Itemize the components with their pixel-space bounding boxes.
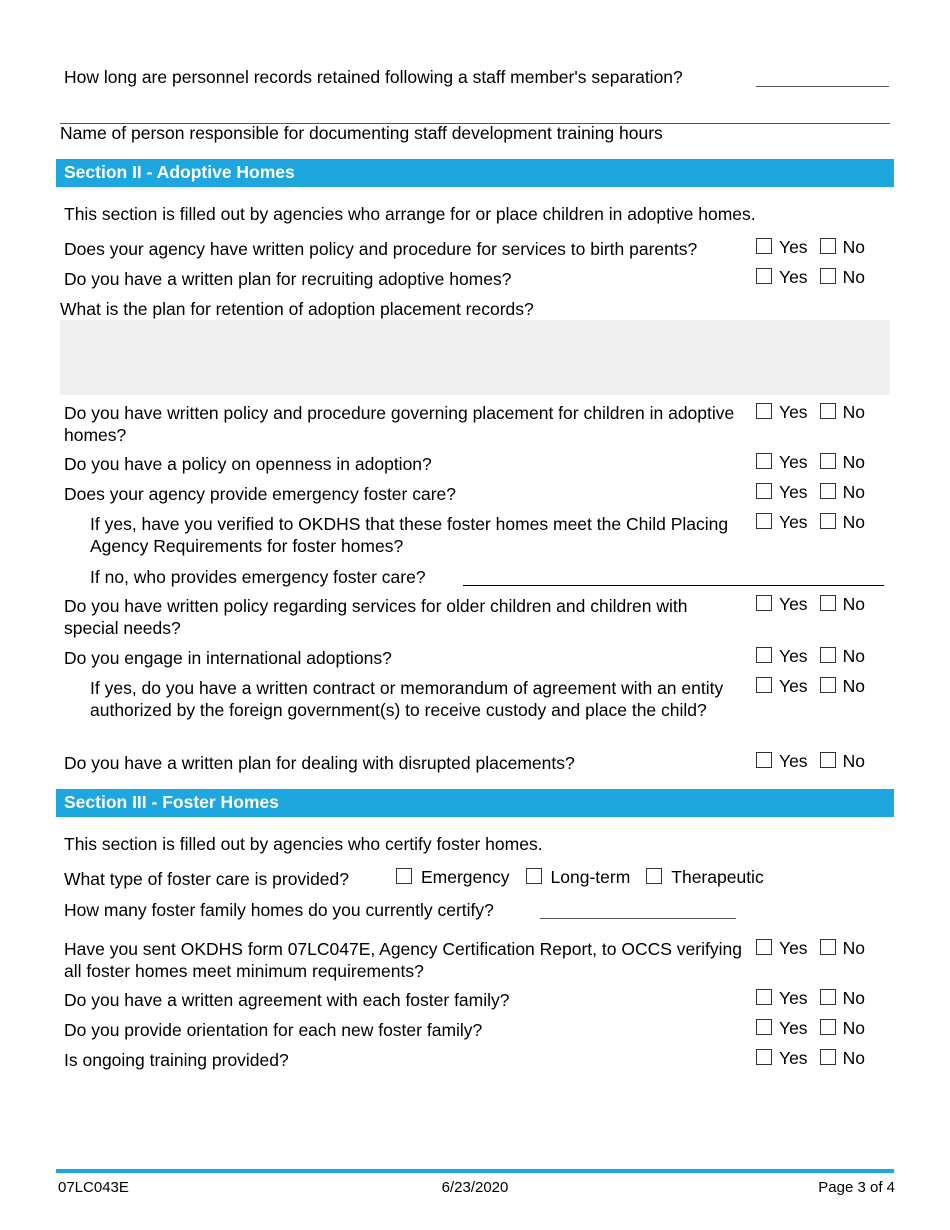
s2-q9-text: Do you have a written plan for dealing with disrupted placements? bbox=[64, 753, 575, 773]
s2-q6-no-checkbox[interactable] bbox=[820, 483, 836, 499]
responsible-person-label: Name of person responsible for documenting staff development training hours bbox=[60, 123, 663, 143]
no-label: No bbox=[842, 512, 865, 532]
footer-rule bbox=[56, 1169, 894, 1173]
s3-q4-yes-checkbox[interactable] bbox=[756, 1049, 772, 1065]
s2-q2-text: Do you have a written plan for recruiting adoptive homes? bbox=[64, 269, 512, 289]
s2-q7-text: Do you have written policy regarding services for older children and children with special needs? bbox=[64, 596, 688, 638]
section-2-intro: This section is filled out by agencies who arrange for or place children in adoptive homes. bbox=[64, 204, 756, 224]
yes-label: Yes bbox=[779, 402, 808, 422]
s2-q8-text: Do you engage in international adoptions? bbox=[64, 648, 392, 668]
section-2-title: Section II - Adoptive Homes bbox=[64, 162, 295, 182]
care-type-options bbox=[396, 866, 764, 888]
s2-q3-label: What is the plan for retention of adoption placement records? bbox=[60, 299, 534, 319]
yes-label: Yes bbox=[779, 1018, 808, 1038]
s2-q8-yesno bbox=[756, 646, 865, 666]
care-type-therapeutic-checkbox[interactable] bbox=[646, 868, 662, 884]
s2-q4-no-checkbox[interactable] bbox=[820, 403, 836, 419]
s2-q8a-no-checkbox[interactable] bbox=[820, 677, 836, 693]
s3-q3-no-checkbox[interactable] bbox=[820, 1019, 836, 1035]
retention-plan-textarea[interactable] bbox=[60, 320, 890, 395]
yes-label: Yes bbox=[779, 452, 808, 472]
homes-count-label: How many foster family homes do you currently certify? bbox=[64, 900, 494, 920]
care-type-label: What type of foster care is provided? bbox=[64, 869, 349, 889]
s2-q5-yes-checkbox[interactable] bbox=[756, 453, 772, 469]
s2-q6a-text: If yes, have you verified to OKDHS that these foster homes meet the Child Placing Agency Requirements for foster homes? bbox=[90, 514, 729, 556]
care-type-long-term-label: Long-term bbox=[550, 867, 631, 887]
s2-q9-yes-checkbox[interactable] bbox=[756, 752, 772, 768]
no-label: No bbox=[842, 988, 865, 1008]
yes-label: Yes bbox=[779, 1048, 808, 1068]
s3-q2-yes-checkbox[interactable] bbox=[756, 989, 772, 1005]
s2-q2-yesno bbox=[756, 267, 865, 287]
s3-q4-no-checkbox[interactable] bbox=[820, 1049, 836, 1065]
s2-q6a-no-checkbox[interactable] bbox=[820, 513, 836, 529]
no-label: No bbox=[842, 676, 865, 696]
s2-q4-yesno bbox=[756, 402, 865, 422]
section-2-header bbox=[56, 159, 894, 187]
s2-q9-no-checkbox[interactable] bbox=[820, 752, 836, 768]
s2-q7-no-checkbox[interactable] bbox=[820, 595, 836, 611]
no-label: No bbox=[842, 594, 865, 614]
s2-q9-yesno bbox=[756, 751, 865, 771]
s2-q6b-text: If no, who provides emergency foster care? bbox=[90, 567, 426, 587]
s2-q1-yes-checkbox[interactable] bbox=[756, 238, 772, 254]
s2-q8a-yes-checkbox[interactable] bbox=[756, 677, 772, 693]
no-label: No bbox=[842, 938, 865, 958]
yes-label: Yes bbox=[779, 512, 808, 532]
section-3-header bbox=[56, 789, 894, 817]
retention-answer-field[interactable] bbox=[756, 86, 889, 87]
s3-q3-yesno bbox=[756, 1018, 865, 1038]
s3-q2-text: Do you have a written agreement with each foster family? bbox=[64, 990, 510, 1010]
yes-label: Yes bbox=[779, 267, 808, 287]
s3-q2-no-checkbox[interactable] bbox=[820, 989, 836, 1005]
s2-q6-text: Does your agency provide emergency foster care? bbox=[64, 484, 457, 504]
no-label: No bbox=[842, 267, 865, 287]
no-label: No bbox=[842, 452, 865, 472]
care-type-long-term-checkbox[interactable] bbox=[526, 868, 542, 884]
yes-label: Yes bbox=[779, 988, 808, 1008]
no-label: No bbox=[842, 751, 865, 771]
s3-q1-no-checkbox[interactable] bbox=[820, 939, 836, 955]
section-3-title: Section III - Foster Homes bbox=[64, 792, 279, 812]
s2-q6a-yes-checkbox[interactable] bbox=[756, 513, 772, 529]
s3-q4-yesno bbox=[756, 1048, 865, 1068]
s2-q7-yes-checkbox[interactable] bbox=[756, 595, 772, 611]
s2-q5-no-checkbox[interactable] bbox=[820, 453, 836, 469]
s3-q3-text: Do you provide orientation for each new foster family? bbox=[64, 1020, 483, 1040]
homes-count-field[interactable] bbox=[540, 918, 736, 919]
s2-q1-yesno bbox=[756, 237, 865, 257]
footer-date: 6/23/2020 bbox=[441, 1179, 509, 1196]
retention-question: How long are personnel records retained following a staff member's separation? bbox=[64, 67, 683, 87]
s2-q5-yesno bbox=[756, 452, 865, 472]
s2-q4-yes-checkbox[interactable] bbox=[756, 403, 772, 419]
s2-q6-yesno bbox=[756, 482, 865, 502]
no-label: No bbox=[842, 237, 865, 257]
s3-q1-text: Have you sent OKDHS form 07LC047E, Agency Certification Report, to OCCS verifying all foster homes meet minimum requirements? bbox=[64, 939, 742, 981]
footer-page-number: Page 3 of 4 bbox=[818, 1179, 895, 1196]
s2-q8-yes-checkbox[interactable] bbox=[756, 647, 772, 663]
s3-q4-text: Is ongoing training provided? bbox=[64, 1050, 289, 1070]
no-label: No bbox=[842, 646, 865, 666]
s2-q6-yes-checkbox[interactable] bbox=[756, 483, 772, 499]
s2-q8a-text: If yes, do you have a written contract or memorandum of agreement with an entity authorized by the foreign government(s) to receive custody and place the child? bbox=[90, 678, 724, 720]
yes-label: Yes bbox=[779, 237, 808, 257]
s2-q2-no-checkbox[interactable] bbox=[820, 268, 836, 284]
s3-q1-yes-checkbox[interactable] bbox=[756, 939, 772, 955]
no-label: No bbox=[842, 1048, 865, 1068]
care-type-emergency-checkbox[interactable] bbox=[396, 868, 412, 884]
footer-form-id: 07LC043E bbox=[58, 1179, 129, 1196]
yes-label: Yes bbox=[779, 482, 808, 502]
emergency-care-provider-field[interactable] bbox=[463, 585, 884, 586]
s2-q5-text: Do you have a policy on openness in adoption? bbox=[64, 454, 432, 474]
s2-q2-yes-checkbox[interactable] bbox=[756, 268, 772, 284]
s2-q8a-yesno bbox=[756, 676, 865, 696]
yes-label: Yes bbox=[779, 594, 808, 614]
no-label: No bbox=[842, 1018, 865, 1038]
s3-q2-yesno bbox=[756, 988, 865, 1008]
yes-label: Yes bbox=[779, 938, 808, 958]
no-label: No bbox=[842, 402, 865, 422]
s2-q7-yesno bbox=[756, 594, 865, 614]
s3-q3-yes-checkbox[interactable] bbox=[756, 1019, 772, 1035]
s2-q1-text: Does your agency have written policy and procedure for services to birth parents? bbox=[64, 239, 698, 259]
s2-q1-no-checkbox[interactable] bbox=[820, 238, 836, 254]
yes-label: Yes bbox=[779, 646, 808, 666]
s3-q1-yesno bbox=[756, 938, 865, 958]
section-3-intro: This section is filled out by agencies who certify foster homes. bbox=[64, 834, 543, 854]
s2-q6a-yesno bbox=[756, 512, 865, 532]
care-type-therapeutic-label: Therapeutic bbox=[671, 867, 764, 887]
yes-label: Yes bbox=[779, 751, 808, 771]
s2-q4-text: Do you have written policy and procedure governing placement for children in adoptive homes? bbox=[64, 403, 735, 445]
yes-label: Yes bbox=[779, 676, 808, 696]
no-label: No bbox=[842, 482, 865, 502]
care-type-emergency-label: Emergency bbox=[421, 867, 510, 887]
s2-q8-no-checkbox[interactable] bbox=[820, 647, 836, 663]
